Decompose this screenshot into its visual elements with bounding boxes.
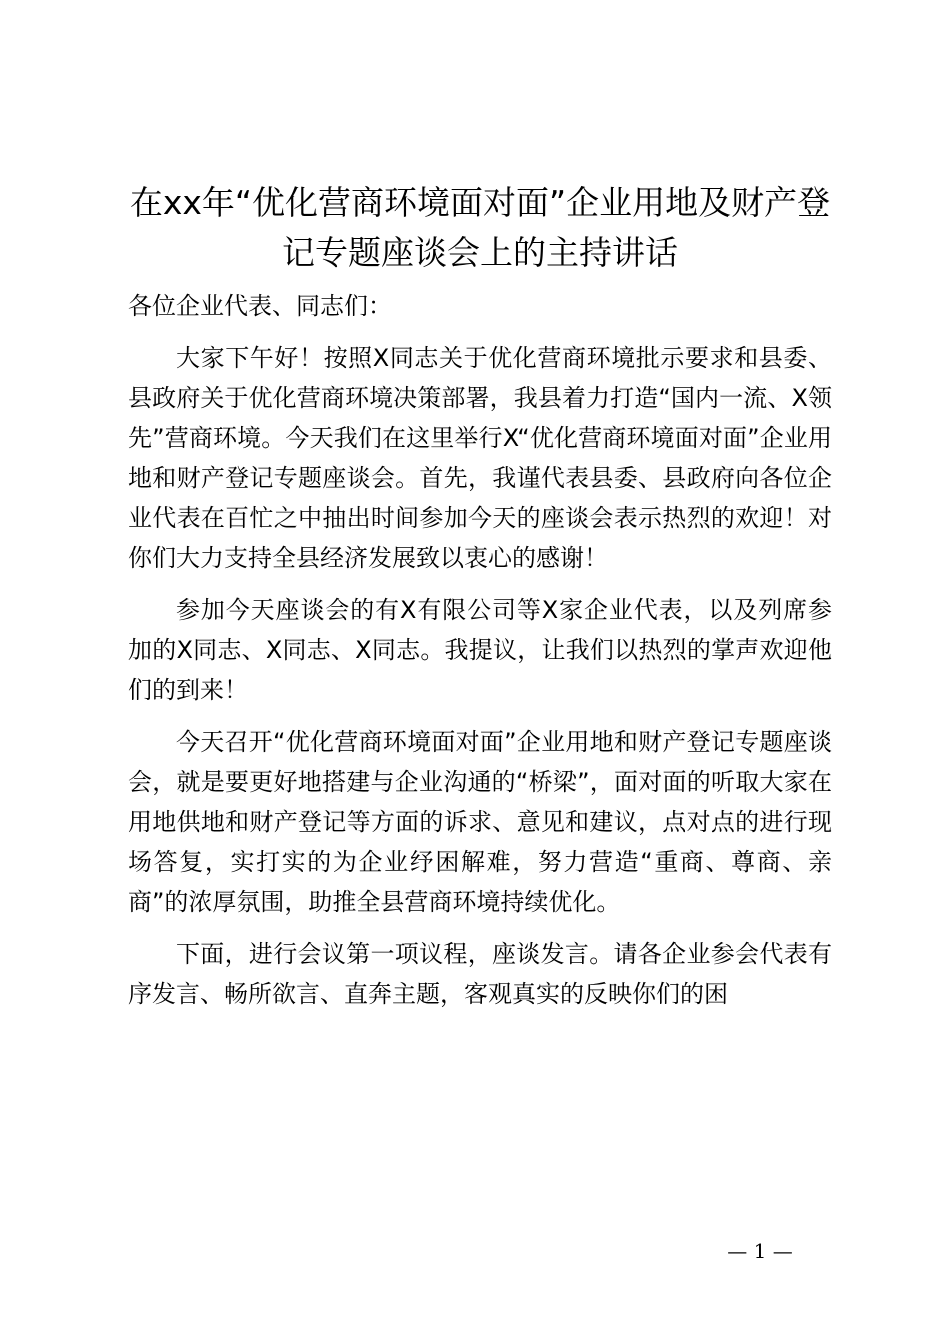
paragraph-agenda: 下面，进行会议第一项议程，座谈发言。请各企业参会代表有序发言、畅所欲言、直奔主题，客观真实的反映你们的困 [128, 940, 832, 1008]
paragraph-purpose: 今天召开“优化营商环境面对面”企业用地和财产登记专题座谈会，就是要更好地搭建与企业沟通的“桥梁”，面对面的听取大家在用地供地和财产登记等方面的诉求、意见和建议，点对点的进行现场答复，实打实的为企业纾困解难，努力营造“重商、尊商、亲商”的浓厚氛围，助推全县营商环境持续优化。 [128, 728, 832, 916]
paragraph-attendees: 参加今天座谈会的有X有限公司等X家企业代表，以及列席参加的X同志、X同志、X同志。我提议，让我们以热烈的掌声欢迎他们的到来！ [128, 596, 832, 704]
page-number: — 1 — [727, 1239, 793, 1263]
salutation: 各位企业代表、同志们： [128, 292, 392, 320]
paragraph-greeting: 大家下午好！按照X同志关于优化营商环境批示要求和县委、县政府关于优化营商环境决策部署，我县着力打造“国内一流、X领先”营商环境。今天我们在这里举行X“优化营商环境面对面”企业用地和财产登记专题座谈会。首先，我谨代表县委、县政府向各位企业代表在百忙之中抽出时间参加今天的座谈会表示热烈的欢迎！对你们大力支持全县经济发展致以衷心的感谢！ [128, 344, 832, 572]
document-body [128, 286, 832, 1014]
document-title: 在xx年“优化营商环境面对面”企业用地及财产登记专题座谈会上的主持讲话 [129, 183, 831, 272]
